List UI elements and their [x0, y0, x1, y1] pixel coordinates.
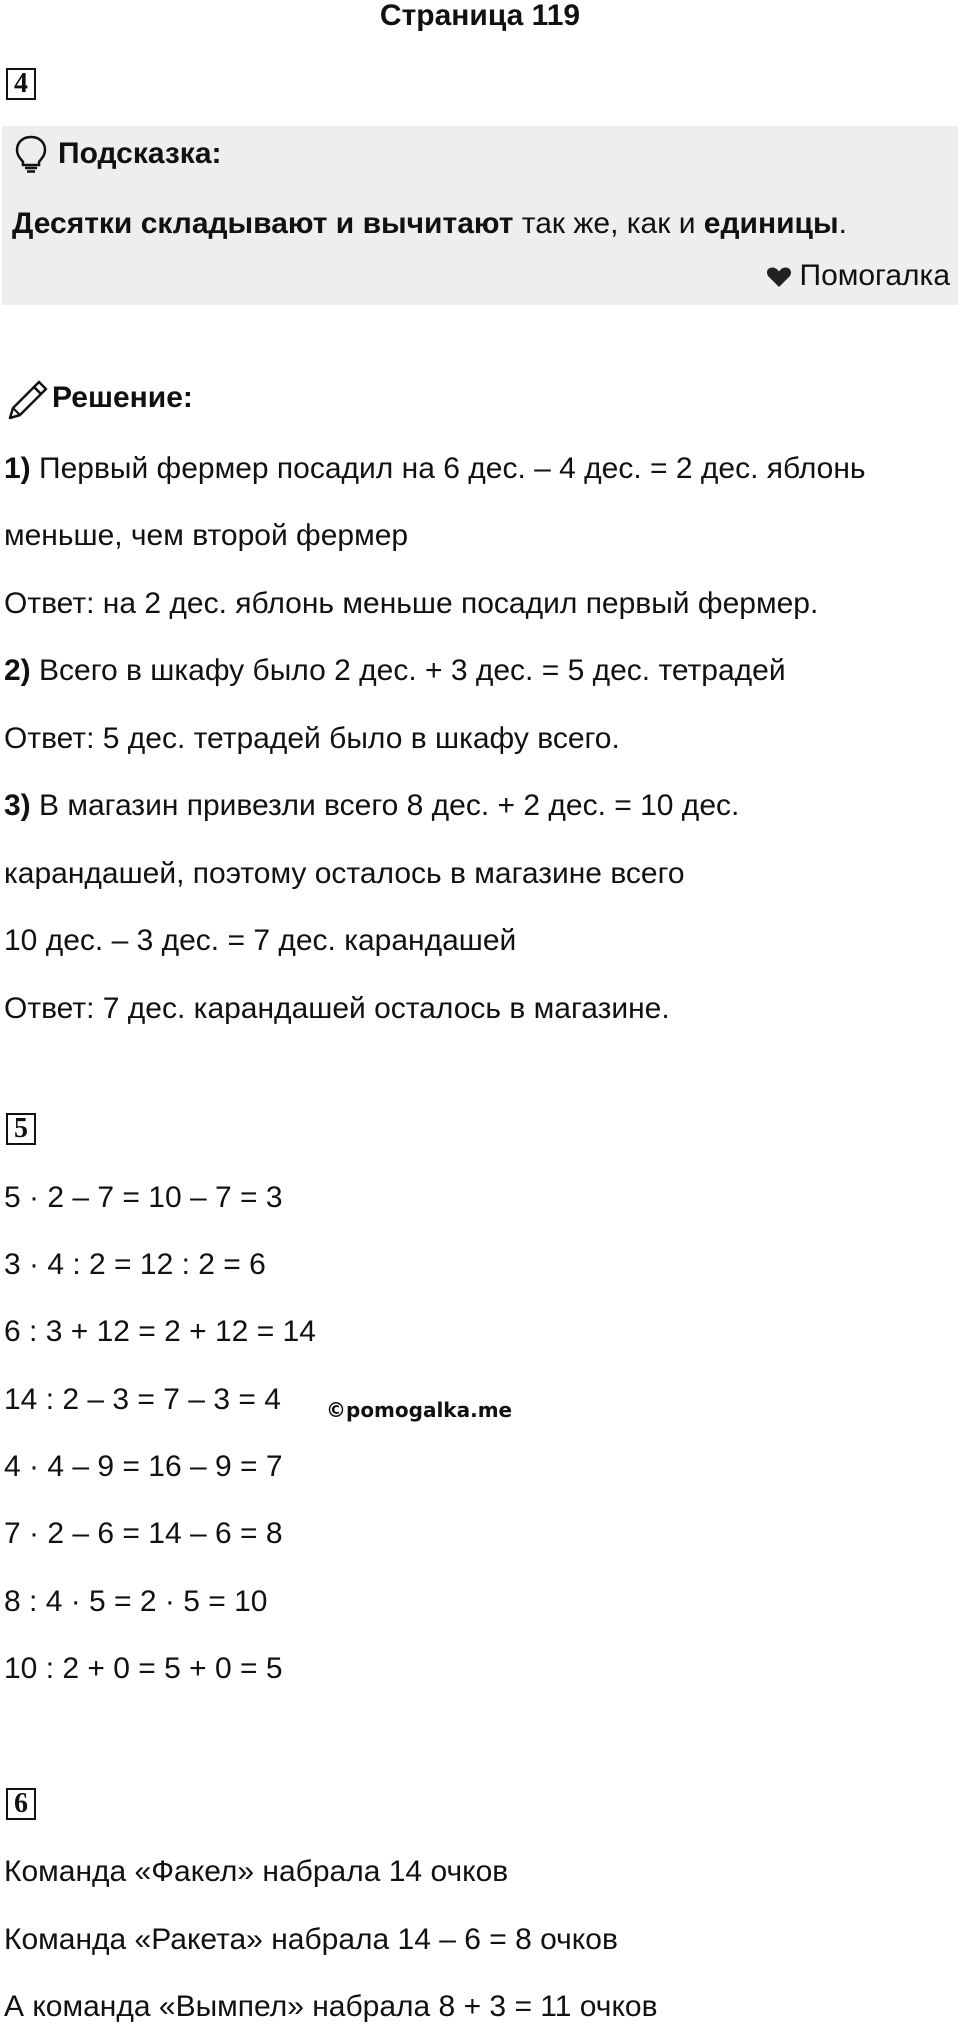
expression-line: 8 : 4 · 5 = 2 · 5 = 10 [4, 1585, 268, 1618]
solution-title: Решение: [52, 381, 193, 414]
expression-line: 6 : 3 + 12 = 2 + 12 = 14 [4, 1315, 316, 1348]
expression-line: 7 · 2 – 6 = 14 – 6 = 8 [4, 1517, 283, 1550]
solution-line [4, 585, 818, 623]
solution-line [4, 990, 670, 1028]
expression-line: 10 : 2 + 0 = 5 + 0 = 5 [4, 1652, 283, 1685]
solution-line-text: меньше, чем второй фермер [4, 519, 409, 552]
hint-source-label: Помогалка [799, 259, 950, 292]
solution-line [4, 922, 516, 960]
solution-line-text: Ответ: 7 дес. карандашей осталось в магазине. [4, 992, 670, 1025]
solution-line-label: 1) [4, 452, 31, 485]
hint-text-bold: единицы [703, 207, 839, 240]
lightbulb-icon [14, 134, 48, 174]
expression-line: 14 : 2 – 3 = 7 – 3 = 4 [4, 1383, 281, 1416]
expression-line: 3 · 4 : 2 = 12 : 2 = 6 [4, 1248, 266, 1281]
hint-text-bold: Десятки складывают и вычитают [12, 207, 514, 240]
hint-source [766, 258, 951, 294]
hint-text-plain: . [838, 207, 847, 240]
solution-line-text: Всего в шкафу было 2 дес. + 3 дес. = 5 дес. тетрадей [30, 654, 786, 687]
solution-line [4, 720, 620, 758]
hint-title: Подсказка: [58, 137, 222, 170]
task-number-6: 6 [6, 1788, 36, 1820]
expression-line: 4 · 4 – 9 = 16 – 9 = 7 [4, 1450, 283, 1483]
hint-text [12, 204, 847, 244]
solution-line-text: В магазин привезли всего 8 дес. + 2 дес. = 10 дес. [30, 789, 740, 822]
solution-line-text: Ответ: 5 дес. тетрадей было в шкафу всего. [4, 722, 620, 755]
task-number-4: 4 [6, 68, 36, 100]
page-title: Страница 119 [379, 0, 581, 32]
task-number-5: 5 [6, 1113, 36, 1145]
solution-line [4, 855, 685, 893]
solution-line [4, 450, 866, 488]
solution-line-text: Первый фермер посадил на 6 дес. – 4 дес. = 2 дес. яблонь [30, 452, 866, 485]
solution-line-text: карандашей, поэтому осталось в магазине всего [4, 857, 685, 890]
answer-line: Команда «Факел» набрала 14 очков [4, 1855, 509, 1888]
watermark: ©pomogalka.me [326, 1398, 513, 1422]
heart-icon [766, 266, 792, 288]
solution-line-text: 10 дес. – 3 дес. = 7 дес. карандашей [4, 924, 517, 957]
solution-line-label: 2) [4, 654, 31, 687]
answer-line: Команда «Ракета» набрала 14 – 6 = 8 очков [4, 1923, 618, 1956]
solution-line [4, 517, 408, 555]
pencil-icon [6, 378, 50, 422]
solution-line-text: Ответ: на 2 дес. яблонь меньше посадил первый фермер. [4, 587, 819, 620]
answer-line: А команда «Вымпел» набрала 8 + 3 = 11 очков [4, 1990, 658, 2023]
expression-line: 5 · 2 – 7 = 10 – 7 = 3 [4, 1181, 283, 1214]
hint-text-plain: так же, как и [513, 207, 704, 240]
solution-line [4, 787, 739, 825]
solution-line-label: 3) [4, 789, 31, 822]
solution-line [4, 652, 786, 690]
